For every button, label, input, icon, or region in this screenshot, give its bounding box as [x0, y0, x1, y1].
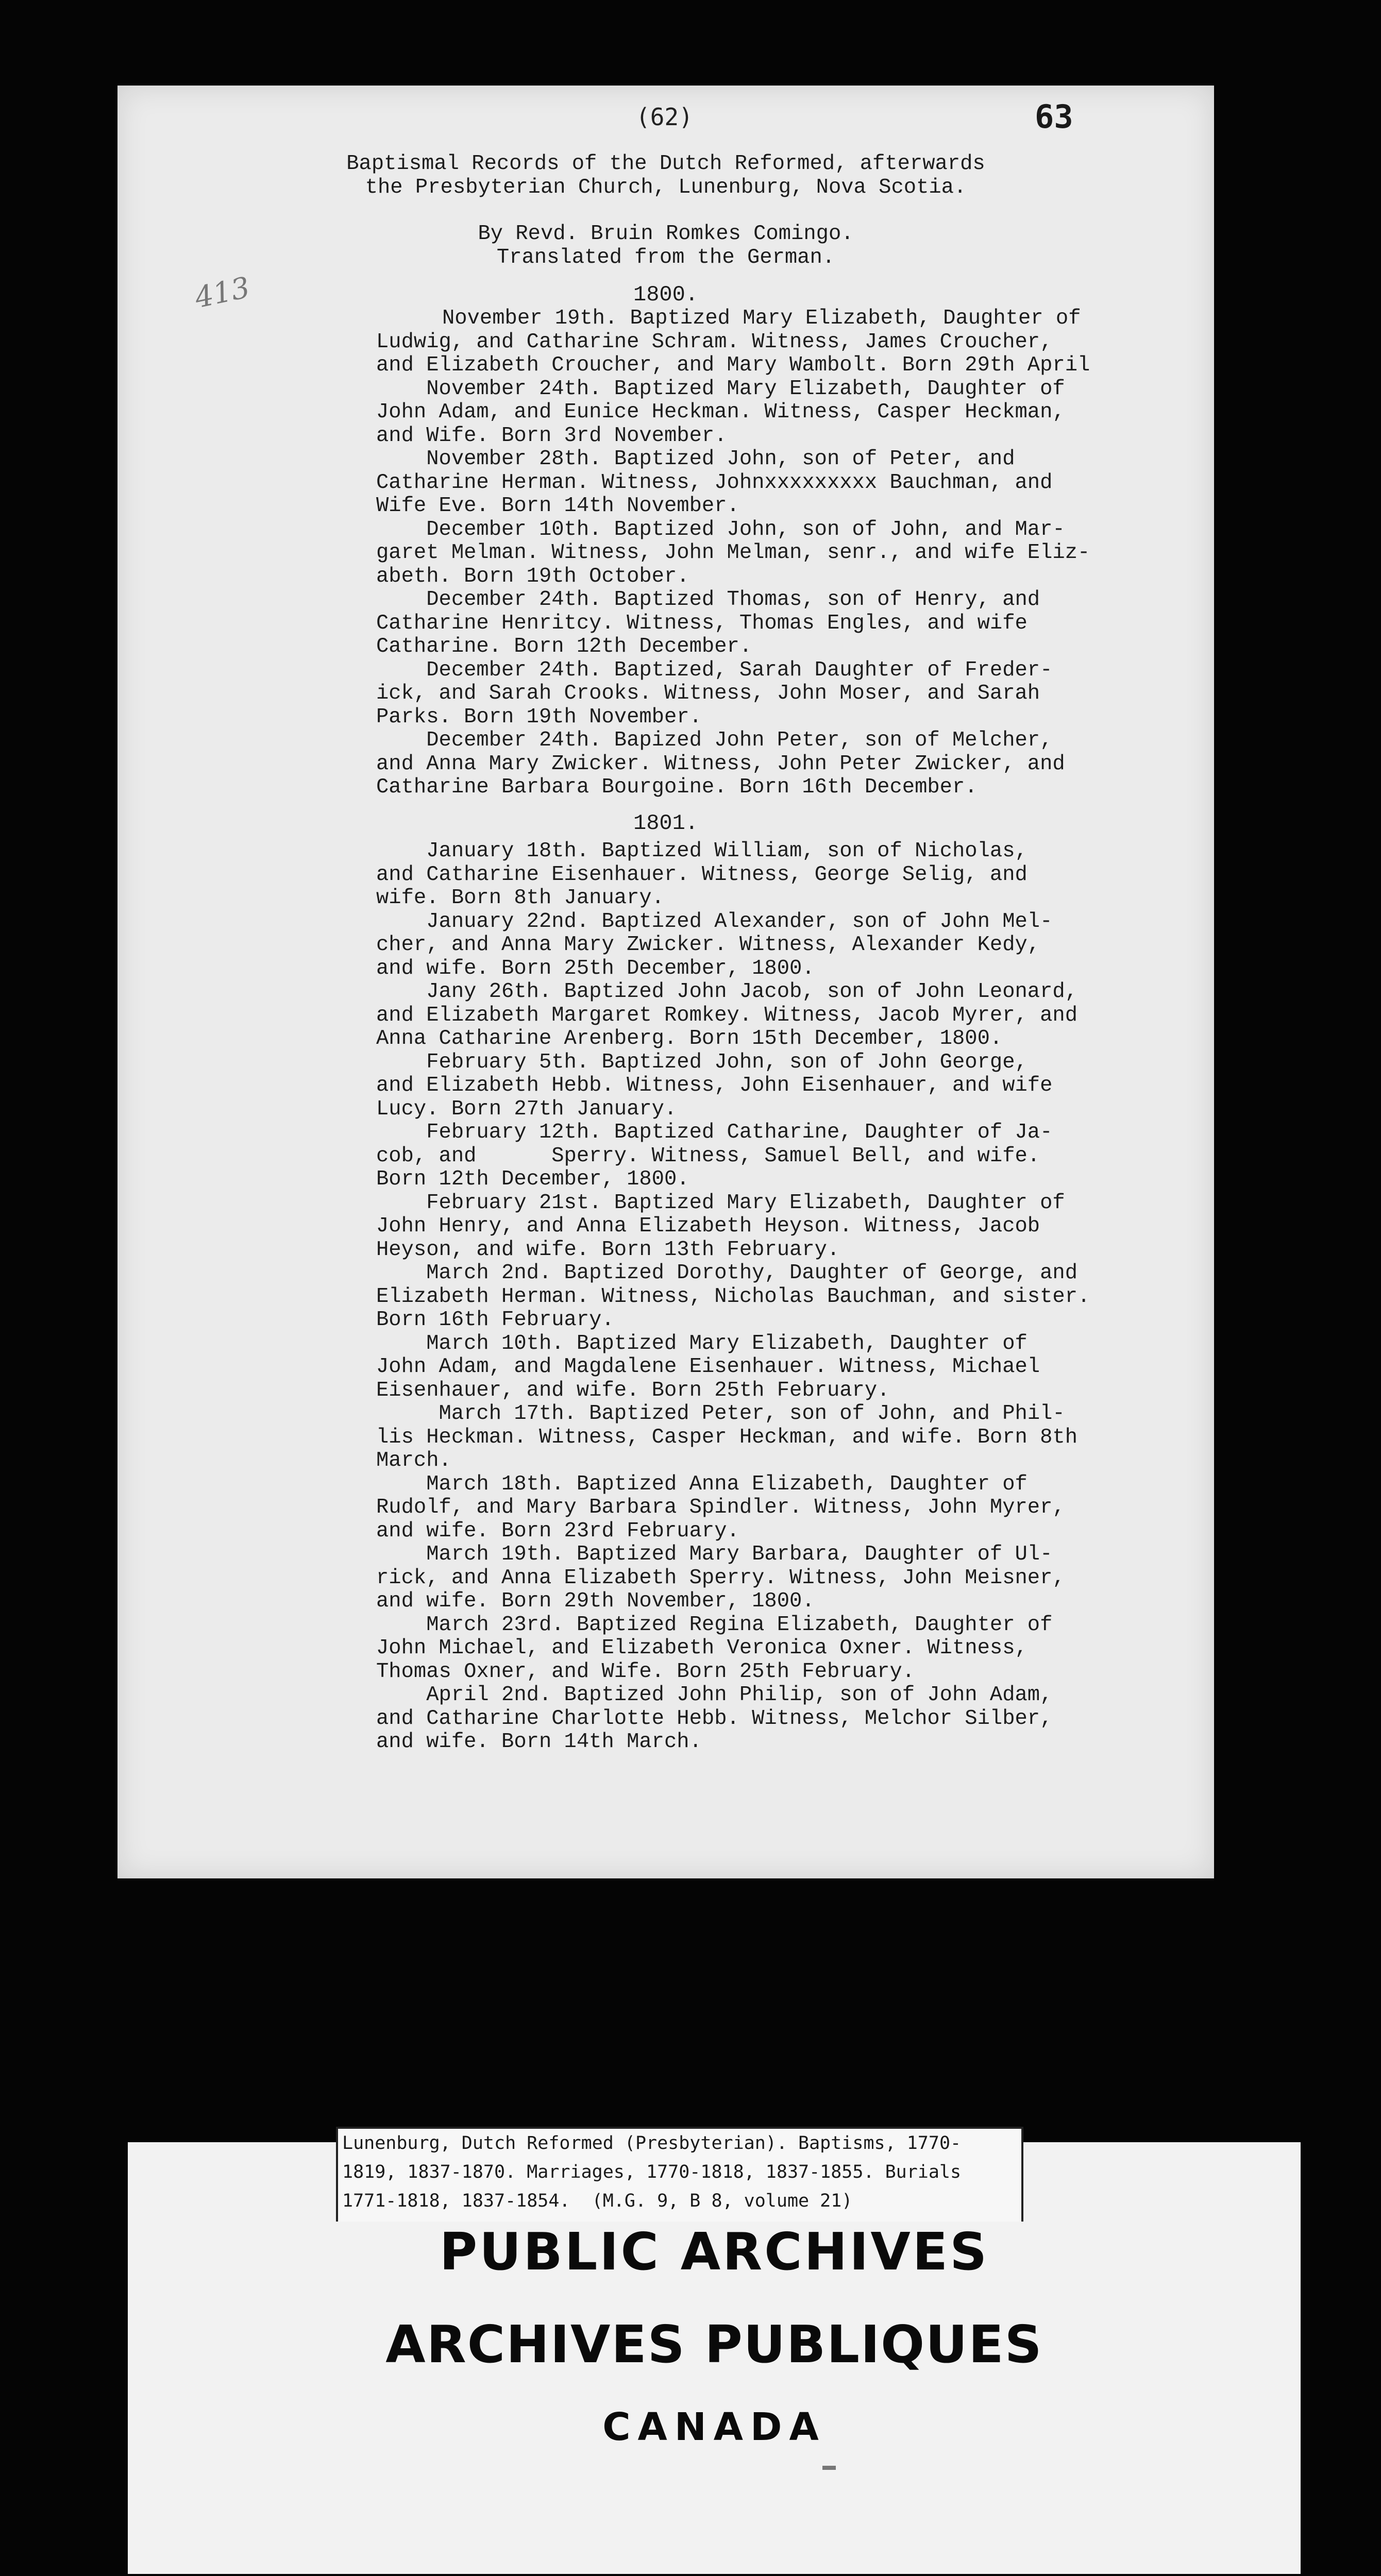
entry-line: Catharine Herman. Witness, Johnxxxxxxxxx Bauchman, and	[376, 470, 1053, 495]
entry-line: Catharine Henritcy. Witness, Thomas Engles, and wife	[376, 611, 1028, 635]
entry-line: garet Melman. Witness, John Melman, senr., and wife Eliz-	[376, 541, 1090, 565]
translator-line: Translated from the German.	[496, 245, 835, 269]
entry-line: December 24th. Bapized John Peter, son of Melcher,	[376, 728, 1053, 752]
archive-card-label-line: 1771-1818, 1837-1854. (M.G. 9, B 8, volume 21)	[342, 2191, 853, 2211]
entry-line: December 24th. Baptized Thomas, son of Henry, and	[376, 588, 1040, 612]
entry-line: February 12th. Baptized Catharine, Daughter of Ja-	[376, 1121, 1053, 1144]
entry-line: Born 16th February.	[376, 1308, 614, 1332]
entry-line: February 21st. Baptized Mary Elizabeth, Daughter of	[376, 1191, 1065, 1215]
entry-line: January 18th. Baptized William, son of Nicholas,	[376, 839, 1028, 863]
entry-line: wife. Born 8th January.	[376, 886, 664, 910]
entries-1801	[376, 840, 1201, 1754]
entry-line: Eisenhauer, and wife. Born 25th February.	[376, 1378, 890, 1402]
entry-line: Thomas Oxner, and Wife. Born 25th February.	[376, 1659, 915, 1684]
entry-line: and wife. Born 14th March.	[376, 1730, 702, 1754]
page-number-original: (62)	[636, 103, 693, 131]
entry-line: March 18th. Baptized Anna Elizabeth, Daughter of	[376, 1472, 1028, 1496]
entry-line: March 10th. Baptized Mary Elizabeth, Daughter of	[376, 1331, 1028, 1355]
archive-card-label-line: Lunenburg, Dutch Reformed (Presbyterian). Baptisms, 1770-	[342, 2133, 962, 2154]
entry-line: Catharine Barbara Bourgoine. Born 16th December.	[376, 775, 978, 799]
entry-line: November 19th. Baptized Mary Elizabeth, Daughter of	[442, 307, 1081, 330]
entry-line: November 24th. Baptized Mary Elizabeth, Daughter of	[376, 377, 1065, 401]
entry-line: and Elizabeth Margaret Romkey. Witness, Jacob Myrer, and	[376, 1003, 1078, 1027]
heading-line: the Presbyterian Church, Lunenburg, Nova Scotia.	[365, 175, 967, 199]
entries-1800	[376, 307, 1201, 800]
entry-line: Parks. Born 19th November.	[376, 705, 702, 729]
entry-line: March.	[376, 1449, 451, 1472]
entry-line: Jany 26th. Baptized John Jacob, son of John Leonard,	[376, 980, 1078, 1004]
entry-line: John Michael, and Elizabeth Veronica Oxner. Witness,	[376, 1636, 1028, 1660]
entry-line: Lucy. Born 27th January.	[376, 1097, 677, 1121]
entry-line: and Catharine Charlotte Hebb. Witness, Melchor Silber,	[376, 1706, 1053, 1731]
entry-line: February 5th. Baptized John, son of John George,	[376, 1050, 1028, 1074]
entry-line: January 22nd. Baptized Alexander, son of John Mel-	[376, 909, 1053, 934]
entry-line: March 2nd. Baptized Dorothy, Daughter of George, and	[376, 1261, 1078, 1285]
year-heading-1800: 1800.	[633, 282, 699, 307]
entry-line: and wife. Born 23rd February.	[376, 1519, 739, 1543]
entry-line: April 2nd. Baptized John Philip, son of John Adam,	[376, 1683, 1053, 1707]
entry-line: November 28th. Baptized John, son of Peter, and	[376, 447, 1015, 471]
archive-card-label-line: 1819, 1837-1870. Marriages, 1770-1818, 1837-1855. Burials	[342, 2162, 962, 2182]
entry-line: John Adam, and Eunice Heckman. Witness, Casper Heckman,	[376, 400, 1065, 424]
entry-line: ick, and Sarah Crooks. Witness, John Moser, and Sarah	[376, 682, 1040, 705]
page-number: 63	[1035, 98, 1073, 135]
entry-line: Rudolf, and Mary Barbara Spindler. Witness, John Myrer,	[376, 1496, 1065, 1519]
entry-line: and wife. Born 29th November, 1800.	[376, 1589, 815, 1613]
entry-line: December 24th. Baptized, Sarah Daughter of Freder-	[376, 658, 1053, 682]
entry-line: John Adam, and Magdalene Eisenhauer. Witness, Michael	[376, 1355, 1040, 1379]
entry-line: cher, and Anna Mary Zwicker. Witness, Alexander Kedy,	[376, 933, 1040, 957]
year-heading-1801: 1801.	[633, 811, 699, 836]
author-line: By Revd. Bruin Romkes Comingo.	[478, 222, 854, 246]
entry-line: abeth. Born 19th October.	[376, 564, 689, 588]
entry-line: Wife Eve. Born 14th November.	[376, 494, 739, 518]
entry-line: and wife. Born 25th December, 1800.	[376, 956, 815, 980]
entry-line: and Elizabeth Croucher, and Mary Wambolt. Born 29th April	[376, 353, 1090, 377]
archive-title-french: ARCHIVES PUBLIQUES	[385, 2314, 1043, 2375]
archive-title-english: PUBLIC ARCHIVES	[439, 2222, 989, 2282]
entry-line: March 17th. Baptized Peter, son of John, and Phil-	[376, 1402, 1065, 1426]
entry-line: Anna Catharine Arenberg. Born 15th December, 1800.	[376, 1027, 1003, 1050]
card-speck	[822, 2466, 836, 2470]
entry-line: Catharine. Born 12th December.	[376, 635, 752, 658]
entry-line: Ludwig, and Catharine Schram. Witness, James Croucher,	[376, 330, 1053, 354]
entry-line: cob, and Sperry. Witness, Samuel Bell, and wife.	[376, 1144, 1040, 1168]
entry-line: Elizabeth Herman. Witness, Nicholas Bauchman, and sister.	[376, 1284, 1090, 1309]
handwritten-margin-note: 413	[192, 270, 253, 315]
entry-line: and Wife. Born 3rd November.	[376, 423, 727, 448]
entry-line: December 10th. Baptized John, son of John, and Mar-	[376, 517, 1065, 541]
entry-line: and Anna Mary Zwicker. Witness, John Peter Zwicker, and	[376, 752, 1065, 776]
document-heading	[117, 152, 1214, 269]
entry-line: rick, and Anna Elizabeth Sperry. Witness, John Meisner,	[376, 1566, 1065, 1590]
entry-line: March 19th. Baptized Mary Barbara, Daughter of Ul-	[376, 1543, 1053, 1566]
entry-line: lis Heckman. Witness, Casper Heckman, and wife. Born 8th	[376, 1425, 1078, 1449]
archive-country: CANADA	[602, 2405, 826, 2449]
entry-line: and Catharine Eisenhauer. Witness, George Selig, and	[376, 862, 1028, 887]
document-page	[117, 86, 1214, 1878]
entry-line: Born 12th December, 1800.	[376, 1167, 689, 1191]
entry-line: Heyson, and wife. Born 13th February.	[376, 1238, 840, 1262]
entry-line: March 23rd. Baptized Regina Elizabeth, Daughter of	[376, 1613, 1053, 1637]
entry-line: and Elizabeth Hebb. Witness, John Eisenhauer, and wife	[376, 1074, 1053, 1097]
entry-line: John Henry, and Anna Elizabeth Heyson. Witness, Jacob	[376, 1214, 1040, 1238]
heading-line: Baptismal Records of the Dutch Reformed, afterwards	[346, 152, 985, 176]
